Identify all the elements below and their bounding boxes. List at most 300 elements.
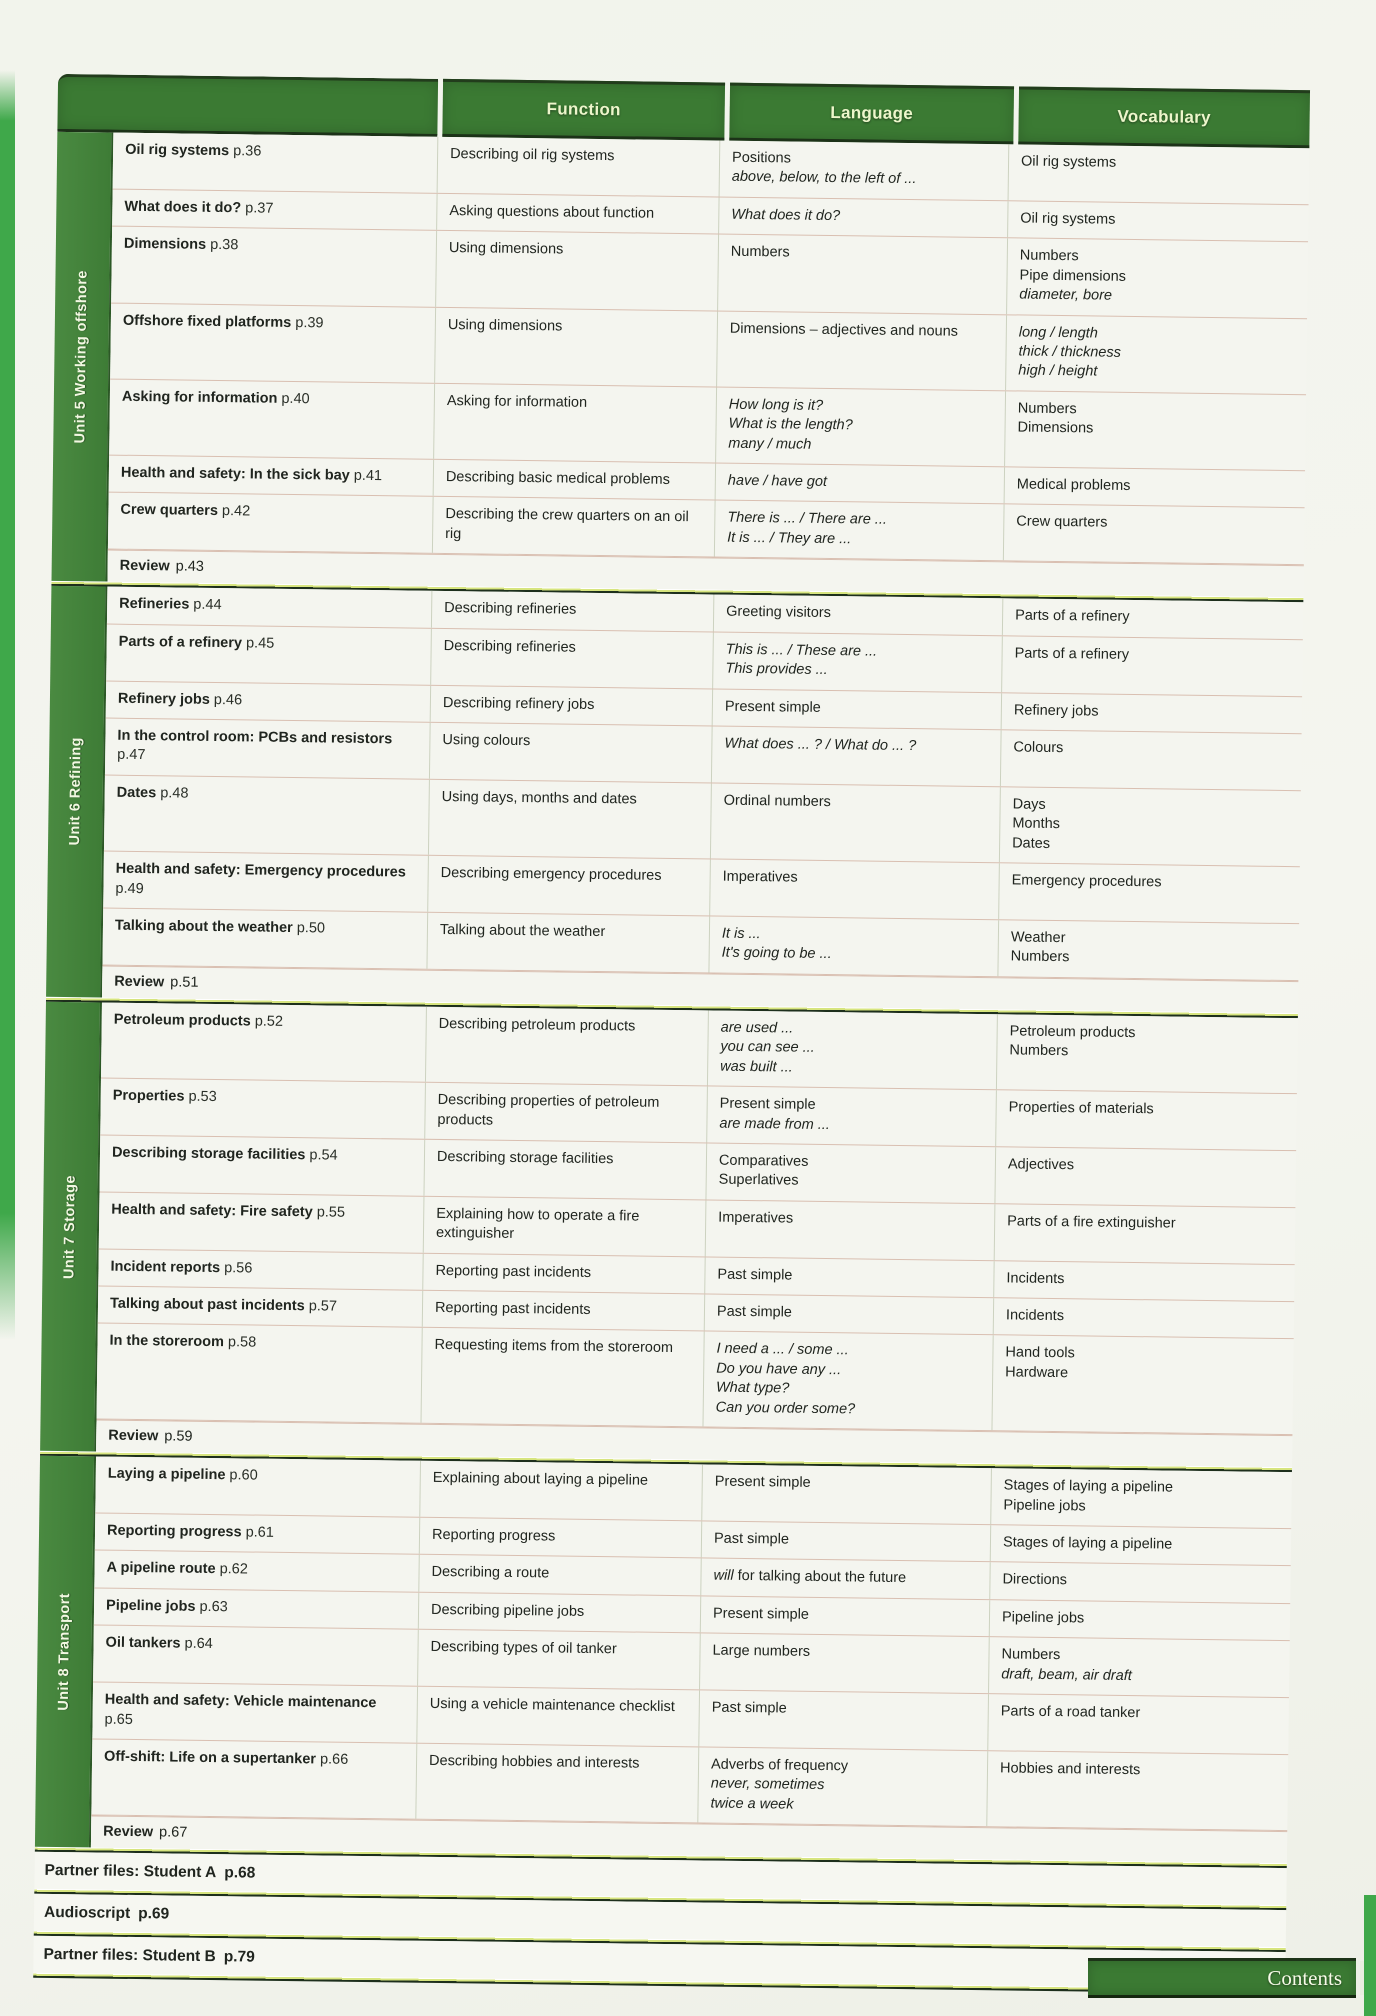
review-page-number: p.67 <box>158 1824 188 1841</box>
cell-line: Describing oil rig systems <box>450 146 615 165</box>
topic-title: Offshore fixed platforms <box>122 312 292 331</box>
language-cell <box>701 1521 990 1561</box>
language-cell <box>715 387 1005 466</box>
function-cell <box>430 629 713 689</box>
function-cell <box>433 460 715 500</box>
unit-rows <box>91 1457 1292 1864</box>
language-cell <box>705 1200 995 1260</box>
cell-line: Describing types of oil tanker <box>430 1639 617 1658</box>
cell-line: Describing refineries <box>444 600 577 619</box>
unit-sidebar-5 <box>51 132 113 582</box>
topic-cell <box>112 189 436 230</box>
cell-line: What is the length? <box>728 415 853 434</box>
vocabulary-cell <box>989 1600 1280 1640</box>
cell-line: Describing a route <box>431 1564 550 1582</box>
vocabulary-cell <box>1008 144 1300 204</box>
table-header-spacer <box>57 74 438 137</box>
cell-line: Present simple <box>712 1605 810 1623</box>
review-label: Review <box>108 1427 159 1445</box>
topic-cell <box>101 1002 426 1082</box>
function-cell <box>434 307 717 386</box>
cell-line: Past simple <box>711 1699 787 1717</box>
topic-title: Asking for information <box>121 388 278 407</box>
cell-line: Stages of laying a pipeline <box>1003 1477 1174 1496</box>
cell-line: never, sometimes <box>710 1775 825 1794</box>
cell-line: It is ... <box>721 925 761 943</box>
cell-line: Imperatives <box>722 868 798 886</box>
topic-cell <box>94 1551 418 1592</box>
function-cell <box>418 1593 700 1633</box>
cell-line: Greeting visitors <box>726 603 832 622</box>
cell-line: Parts of a refinery <box>1015 607 1130 626</box>
topic-title: Health and safety: Vehicle maintenance <box>104 1691 377 1712</box>
cell-line: Numbers <box>1009 1042 1069 1060</box>
units <box>35 132 1309 1868</box>
cell-line: Present simple <box>719 1095 816 1113</box>
vocabulary-cell <box>1005 315 1297 394</box>
cell-line: Using a vehicle maintenance checklist <box>429 1695 675 1716</box>
vocabulary-cell <box>997 920 1289 980</box>
cell-line: Describing emergency procedures <box>440 865 662 884</box>
cell-line: Days <box>1012 796 1046 813</box>
topic-cell <box>108 493 433 553</box>
cell-line: Using days, months and dates <box>441 788 637 808</box>
topic-page-number: p.61 <box>241 1524 274 1541</box>
unit-sidebar-label: Unit 7 Storage <box>61 1174 79 1279</box>
cell-line: twice a week <box>710 1795 794 1813</box>
topic-page-number: p.37 <box>241 200 274 217</box>
cell-line: Reporting progress <box>431 1526 556 1545</box>
language-cell <box>706 1087 996 1147</box>
function-cell <box>422 1291 704 1331</box>
column-header-language: Language <box>729 83 1014 145</box>
language-cell <box>699 1634 989 1694</box>
cell-line: Oil rig systems <box>1020 153 1117 171</box>
topic-page-number: p.42 <box>217 503 251 520</box>
function-cell <box>421 1328 704 1426</box>
footer-label: Partner files: Student A <box>44 1861 217 1881</box>
function-cell <box>423 1140 706 1200</box>
language-cell <box>712 689 1001 729</box>
cell-line: Emergency procedures <box>1011 872 1162 891</box>
topic-page-number: p.45 <box>241 635 275 652</box>
vocabulary-cell <box>996 1014 1288 1093</box>
cell-line: What does it do? <box>731 206 841 224</box>
cell-line: diameter, bore <box>1019 286 1113 304</box>
topic-page-number: p.53 <box>184 1088 217 1106</box>
function-cell <box>418 1555 700 1595</box>
cell-line: Do you have any ... <box>716 1360 842 1379</box>
vocabulary-cell <box>986 1751 1278 1830</box>
table-row <box>97 1324 1294 1435</box>
review-label: Review <box>114 973 165 991</box>
cell-line: Describing petroleum products <box>438 1015 636 1035</box>
topic-page-number: p.56 <box>219 1259 253 1277</box>
vocabulary-cell <box>989 1563 1280 1603</box>
language-cell <box>714 501 1004 561</box>
cell-line: Hand tools <box>1005 1344 1075 1362</box>
unit-section-8 <box>35 1456 1292 1863</box>
function-cell <box>433 384 716 463</box>
cell-line: Describing properties of petroleum products <box>437 1092 660 1129</box>
language-cell <box>700 1559 989 1599</box>
cell-line: Describing refinery jobs <box>442 694 595 713</box>
cell-line: Properties of materials <box>1008 1099 1154 1118</box>
unit-section-7 <box>40 1002 1298 1468</box>
function-cell <box>422 1253 704 1293</box>
cell-line: Parts of a refinery <box>1014 645 1130 663</box>
topic-cell <box>97 1324 422 1423</box>
topic-title: Oil tankers <box>105 1634 181 1652</box>
cell-line: draft, beam, air draft <box>1001 1666 1132 1684</box>
cell-line: will for talking about the future <box>713 1567 907 1587</box>
topic-cell <box>91 1739 416 1819</box>
vocabulary-cell <box>990 1525 1281 1565</box>
cell-line: Reporting past incidents <box>434 1299 591 1318</box>
vocabulary-cell <box>1004 391 1296 470</box>
function-cell <box>435 231 718 310</box>
review-label: Review <box>119 558 170 575</box>
topic-title: Refineries <box>119 596 190 613</box>
cell-line: you can see ... <box>720 1038 815 1057</box>
topic-cell <box>113 133 438 193</box>
cell-line: Describing the crew quarters on an oil rig <box>445 506 689 543</box>
cell-line: Imperatives <box>718 1209 794 1227</box>
topic-title: Petroleum products <box>113 1011 251 1030</box>
cell-line: Describing hobbies and interests <box>428 1752 640 1772</box>
function-cell <box>431 591 713 631</box>
topic-title: Incident reports <box>110 1258 221 1276</box>
cell-line: This is ... / These are ... <box>725 641 878 660</box>
topic-cell <box>92 1683 417 1743</box>
function-cell <box>425 1007 708 1086</box>
topic-cell <box>111 227 436 307</box>
unit-section-6 <box>46 586 1303 1013</box>
cell-line: What type? <box>715 1379 790 1397</box>
topic-page-number: p.64 <box>180 1635 213 1653</box>
cell-line: Medical problems <box>1016 476 1131 495</box>
language-cell <box>709 860 999 920</box>
topic-page-number: p.58 <box>223 1334 257 1352</box>
topic-page-number: p.36 <box>228 143 262 160</box>
topic-title: Describing storage facilities <box>111 1144 306 1164</box>
unit-sidebar-6 <box>46 586 107 997</box>
function-cell <box>415 1744 698 1823</box>
unit-sidebar-7 <box>40 1002 102 1452</box>
language-cell <box>712 632 1002 692</box>
language-cell <box>710 783 1000 862</box>
topic-title: Dimensions <box>123 236 207 254</box>
cell-line: Requesting items from the storeroom <box>434 1337 674 1357</box>
vocabulary-cell <box>1004 467 1295 507</box>
topic-cell <box>107 587 431 628</box>
topic-title: Dates <box>116 784 157 802</box>
cell-line: Describing refineries <box>443 637 576 656</box>
topic-page-number: p.63 <box>195 1598 228 1616</box>
language-cell <box>715 464 1004 504</box>
unit-rows <box>96 1002 1298 1467</box>
cell-line: It is ... / They are ... <box>727 529 852 548</box>
language-cell <box>707 1010 997 1089</box>
cell-line: Hobbies and interests <box>999 1760 1141 1779</box>
topic-cell <box>102 909 427 969</box>
cell-line: Can you order some? <box>715 1399 856 1418</box>
function-cell <box>424 1083 707 1143</box>
function-cell <box>427 856 710 916</box>
topic-title: What does it do? <box>124 198 242 217</box>
vocabulary-cell <box>1000 730 1292 790</box>
cell-line: was built ... <box>720 1058 793 1076</box>
cell-line: This provides ... <box>725 660 828 679</box>
vocabulary-cell <box>999 787 1291 866</box>
topic-page-number: p.40 <box>277 390 310 407</box>
unit-sidebar-label: Unit 5 Working offshore <box>72 270 91 444</box>
cell-line: above, below, to the left of ... <box>731 169 917 188</box>
cell-line: What does ... ? / What do ... ? <box>724 735 917 755</box>
language-cell <box>717 235 1007 314</box>
topic-title: Properties <box>112 1087 185 1105</box>
function-cell <box>437 137 720 197</box>
cell-line: Describing storage facilities <box>436 1148 614 1168</box>
cell-line: There is ... / There are ... <box>727 510 888 529</box>
unit-sidebar-label: Unit 6 Refining <box>67 737 85 846</box>
topic-cell <box>98 1287 422 1328</box>
topic-title: Parts of a refinery <box>118 633 243 652</box>
language-cell <box>711 726 1001 786</box>
topic-page-number: p.52 <box>250 1013 284 1030</box>
cell-line: Crew quarters <box>1016 513 1108 532</box>
topic-title: Laying a pipeline <box>107 1465 226 1484</box>
vocabulary-cell <box>1007 201 1298 241</box>
cell-line: are made from ... <box>719 1115 830 1133</box>
topic-cell <box>95 1513 419 1554</box>
cell-line: Ordinal numbers <box>723 792 831 810</box>
topic-page-number: p.44 <box>189 596 222 614</box>
topic-page-number: p.55 <box>312 1204 346 1221</box>
cell-line: Asking for information <box>446 392 588 411</box>
cell-line: Reporting past incidents <box>435 1262 592 1281</box>
topic-cell <box>100 1079 425 1139</box>
footer-page: p.79 <box>223 1947 255 1966</box>
vocabulary-cell <box>988 1637 1280 1697</box>
function-cell <box>426 913 709 973</box>
topic-title: In the control room: PCBs and resistors <box>117 727 393 748</box>
cell-line: Using dimensions <box>448 240 564 258</box>
topic-cell <box>94 1588 418 1629</box>
cell-line: Adverbs of frequency <box>710 1756 849 1775</box>
topic-cell <box>109 456 433 497</box>
unit-rows <box>102 587 1303 1013</box>
topic-page-number: p.50 <box>292 919 326 937</box>
vocabulary-cell <box>987 1694 1279 1754</box>
cell-line: Dimensions – adjectives and nouns <box>729 320 959 340</box>
cell-line: Colours <box>1013 739 1064 757</box>
language-cell <box>705 1143 995 1203</box>
topic-title: Health and safety: Emergency procedures <box>115 860 406 881</box>
cell-line: thick / thickness <box>1018 343 1122 361</box>
function-cell <box>428 780 711 859</box>
topic-cell <box>104 775 429 855</box>
cell-line: Refinery jobs <box>1013 702 1099 720</box>
cell-line: Incidents <box>1006 1269 1065 1287</box>
cell-line: Past simple <box>716 1303 793 1321</box>
cell-line: Present simple <box>714 1473 811 1491</box>
topic-title: Reporting progress <box>106 1522 242 1541</box>
contents-tab-label: Contents <box>1267 1965 1342 1990</box>
cell-line: Pipe dimensions <box>1019 267 1127 285</box>
cell-line: Oil rig systems <box>1020 210 1116 228</box>
language-cell <box>718 197 1007 237</box>
cell-line: long / length <box>1018 323 1098 342</box>
cell-line: Explaining about laying a pipeline <box>432 1470 649 1489</box>
vocabulary-cell <box>1002 599 1293 639</box>
cell-line: Positions <box>731 149 792 167</box>
language-cell <box>700 1596 989 1636</box>
cell-line: Directions <box>1002 1571 1068 1589</box>
vocabulary-cell <box>1006 239 1298 318</box>
topic-page-number: p.49 <box>115 880 144 897</box>
topic-cell <box>109 379 434 459</box>
language-cell <box>719 141 1009 201</box>
function-cell <box>419 1461 702 1521</box>
vocabulary-cell <box>998 863 1290 923</box>
cell-line: How long is it? <box>728 396 824 414</box>
topic-page-number: p.48 <box>156 785 189 802</box>
cell-line: Adjectives <box>1007 1156 1075 1174</box>
contents-page-tab <box>1088 1958 1356 1998</box>
topic-title: In the storeroom <box>109 1333 225 1351</box>
language-cell <box>698 1690 988 1750</box>
contents-table <box>33 74 1310 1994</box>
footer-label: Audioscript <box>43 1903 131 1922</box>
cell-line: many / much <box>728 435 812 453</box>
cell-line: Past simple <box>713 1530 790 1548</box>
cell-line: Numbers <box>1017 400 1077 418</box>
topic-title: Off-shift: Life on a supertanker <box>104 1748 317 1768</box>
cell-line: Numbers <box>1001 1646 1061 1664</box>
cell-line: Explaining how to operate a fire extinguisher <box>435 1205 640 1243</box>
topic-title: Health and safety: Fire safety <box>111 1201 313 1221</box>
topic-cell <box>93 1626 418 1686</box>
column-header-function: Function <box>442 79 725 141</box>
footer-label: Partner files: Student B <box>43 1945 216 1965</box>
language-cell <box>708 916 998 976</box>
function-cell <box>430 685 712 725</box>
topic-cell <box>98 1249 422 1290</box>
topic-cell <box>105 719 430 779</box>
topic-title: Health and safety: In the sick bay <box>120 464 350 484</box>
cell-line: Large numbers <box>712 1642 811 1661</box>
cell-line: Parts of a fire extinguisher <box>1007 1213 1176 1232</box>
topic-title: Talking about past incidents <box>109 1295 305 1315</box>
function-cell <box>436 194 718 234</box>
cell-line: Using dimensions <box>447 316 563 335</box>
cell-line: Comparatives <box>718 1152 809 1170</box>
cell-line: high / height <box>1018 362 1098 380</box>
cell-line: Superlatives <box>718 1171 799 1189</box>
vocabulary-cell <box>995 1090 1287 1150</box>
vocabulary-cell <box>994 1147 1286 1207</box>
cell-line: Dimensions <box>1017 419 1094 437</box>
cell-line: Parts of a road tanker <box>1000 1703 1141 1722</box>
cell-line: Present simple <box>724 698 821 716</box>
vocabulary-cell <box>990 1468 1282 1528</box>
vocabulary-cell <box>993 1261 1284 1301</box>
topic-cell <box>99 1192 424 1252</box>
topic-page-number: p.38 <box>205 237 239 254</box>
language-cell <box>701 1465 991 1525</box>
footer-page: p.68 <box>224 1863 256 1882</box>
cell-line: Talking about the weather <box>439 921 606 941</box>
cell-line: Dates <box>1012 835 1051 852</box>
book-left-edge <box>0 70 15 1340</box>
vocabulary-cell <box>991 1336 1283 1434</box>
topic-cell <box>103 852 428 912</box>
topic-page-number: p.57 <box>304 1298 338 1315</box>
function-cell <box>417 1630 700 1690</box>
unit-sidebar-8 <box>35 1456 96 1848</box>
function-cell <box>423 1197 706 1257</box>
unit-sidebar-label: Unit 8 Transport <box>55 1592 74 1711</box>
topic-page-number: p.39 <box>291 314 324 331</box>
topic-page-number: p.47 <box>117 747 146 764</box>
cell-line: Months <box>1012 815 1061 833</box>
unit-section-5 <box>51 132 1309 598</box>
topic-title: A pipeline route <box>106 1560 216 1578</box>
language-cell <box>704 1294 993 1334</box>
topic-cell <box>100 1135 425 1195</box>
language-cell <box>713 595 1002 635</box>
topic-title: Pipeline jobs <box>105 1597 196 1615</box>
topic-cell <box>110 303 435 383</box>
language-cell <box>702 1332 992 1430</box>
function-cell <box>429 723 712 783</box>
vocabulary-cell <box>993 1298 1284 1338</box>
topic-title: Crew quarters <box>120 502 219 520</box>
topic-cell <box>106 624 431 684</box>
function-cell <box>416 1687 699 1747</box>
cell-line: Using colours <box>442 731 531 750</box>
function-cell <box>432 497 715 557</box>
vocabulary-cell <box>1003 505 1295 565</box>
cell-line: Petroleum products <box>1009 1023 1136 1041</box>
cell-line: have / have got <box>727 472 828 491</box>
cell-line: It's going to be ... <box>721 945 832 963</box>
vocabulary-cell <box>1001 693 1292 733</box>
topic-title: Talking about the weather <box>114 917 293 936</box>
cell-line: Numbers <box>730 243 790 261</box>
cell-line: Hardware <box>1005 1364 1069 1382</box>
cell-line: Describing pipeline jobs <box>430 1601 585 1620</box>
footer-page: p.69 <box>138 1904 170 1923</box>
cell-line: Describing basic medical problems <box>445 469 671 488</box>
book-right-edge <box>1364 1895 1376 2016</box>
language-cell <box>704 1257 993 1297</box>
cell-line: Weather <box>1010 929 1066 947</box>
vocabulary-cell <box>1001 636 1293 696</box>
cell-line: Pipeline jobs <box>1001 1609 1085 1627</box>
function-cell <box>419 1518 701 1558</box>
topic-page-number: p.66 <box>315 1751 349 1768</box>
review-page-number: p.59 <box>164 1428 193 1445</box>
review-page-number: p.43 <box>175 558 205 576</box>
cell-line: Asking questions about function <box>449 202 655 222</box>
cell-line: Incidents <box>1005 1307 1065 1325</box>
topic-title: Oil rig systems <box>125 141 230 160</box>
topic-cell <box>106 681 430 722</box>
topic-page-number: p.46 <box>209 691 243 708</box>
cell-line: Numbers <box>1010 948 1070 966</box>
